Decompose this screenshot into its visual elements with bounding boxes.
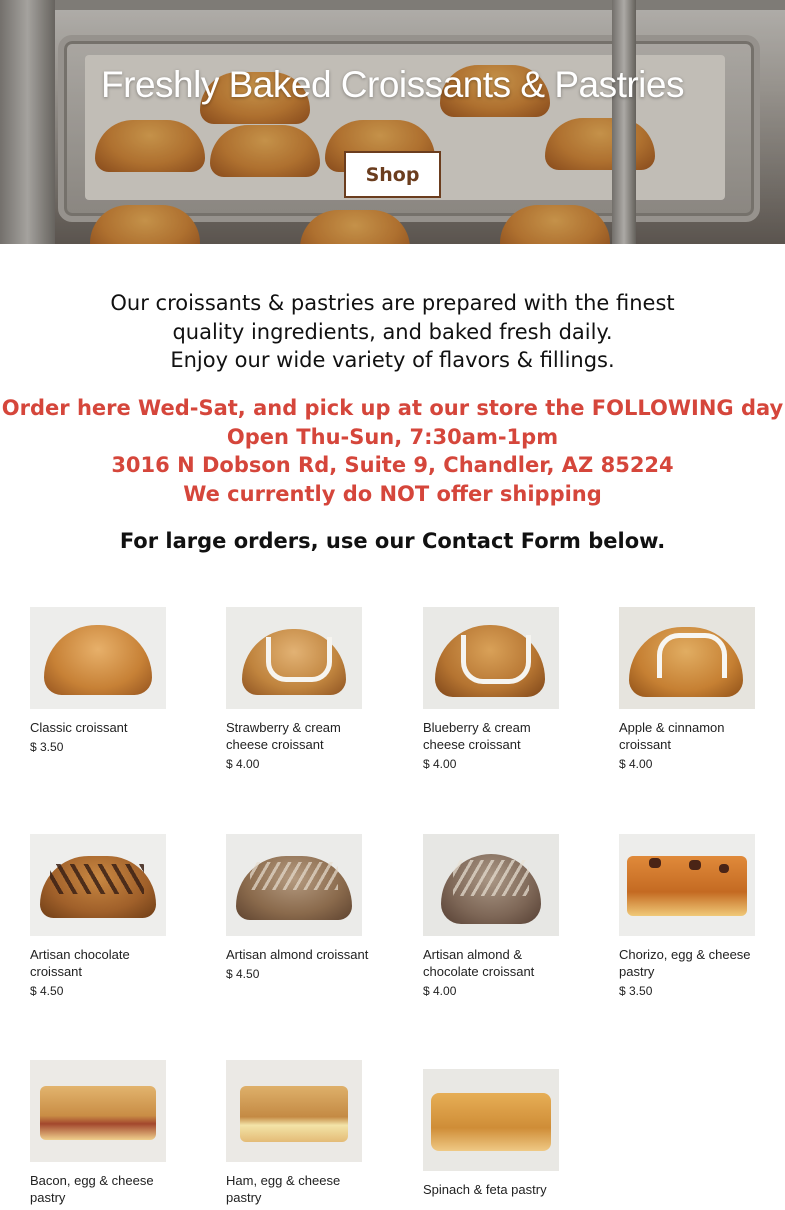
product-image[interactable] <box>226 607 362 709</box>
product-image[interactable] <box>619 607 755 709</box>
product-name[interactable]: Ham, egg & cheese pastry <box>226 1173 341 1205</box>
hero-banner <box>0 0 785 244</box>
product-card[interactable] <box>619 607 764 771</box>
product-image[interactable] <box>30 1060 166 1162</box>
intro-line-3: Enjoy our wide variety of flavors & fillings. <box>170 348 615 372</box>
product-image[interactable] <box>30 607 166 709</box>
product-name[interactable]: Blueberry & cream cheese croissant <box>423 720 531 752</box>
product-price: $ 4.00 <box>423 757 457 771</box>
product-card[interactable] <box>30 834 175 998</box>
product-image[interactable] <box>619 834 755 936</box>
product-name[interactable]: Artisan almond croissant <box>226 947 369 962</box>
product-image[interactable] <box>30 834 166 936</box>
product-image[interactable] <box>226 1060 362 1162</box>
product-name[interactable]: Artisan almond & chocolate croissant <box>423 947 535 979</box>
product-card[interactable] <box>30 607 175 754</box>
product-card[interactable] <box>423 1069 568 1202</box>
product-name[interactable]: Apple & cinnamon croissant <box>619 720 725 752</box>
product-image[interactable] <box>423 834 559 936</box>
product-name[interactable]: Artisan chocolate croissant <box>30 947 130 979</box>
product-price: $ 3.50 <box>619 984 653 998</box>
order-notice <box>0 394 785 508</box>
intro-line-1: Our croissants & pastries are prepared with the finest <box>110 291 675 315</box>
product-card[interactable] <box>423 607 568 771</box>
product-name[interactable]: Strawberry & cream cheese croissant <box>226 720 341 752</box>
large-orders-note: For large orders, use our Contact Form below. <box>119 529 666 553</box>
hero-title: Freshly Baked Croissants & Pastries <box>101 64 684 105</box>
product-image[interactable] <box>423 607 559 709</box>
intro-text <box>0 289 785 375</box>
product-price: $ 4.00 <box>423 984 457 998</box>
product-price: $ 4.00 <box>226 757 260 771</box>
product-card[interactable] <box>423 834 568 998</box>
product-card[interactable] <box>30 1060 175 1210</box>
product-card[interactable] <box>226 1060 371 1210</box>
intro-line-2: quality ingredients, and baked fresh daily. <box>172 319 613 344</box>
product-card[interactable] <box>226 607 371 771</box>
notice-shipping: We currently do NOT offer shipping <box>183 481 602 506</box>
product-name[interactable]: Spinach & feta pastry <box>423 1182 547 1197</box>
hero-overlay <box>0 0 785 244</box>
product-name[interactable]: Bacon, egg & cheese pastry <box>30 1173 154 1205</box>
product-price: $ 4.50 <box>30 984 64 998</box>
product-image[interactable] <box>423 1069 559 1171</box>
notice-hours: Open Thu-Sun, 7:30am-1pm <box>226 424 559 449</box>
product-card[interactable] <box>619 834 764 998</box>
product-image[interactable] <box>226 834 362 936</box>
shop-button[interactable]: Shop <box>344 151 441 198</box>
product-price: $ 4.50 <box>226 967 260 981</box>
product-price: $ 3.50 <box>30 740 64 754</box>
notice-order-days: Order here Wed-Sat, and pick up at our store the FOLLOWING day <box>1 396 784 420</box>
notice-address: 3016 N Dobson Rd, Suite 9, Chandler, AZ 85224 <box>111 453 674 478</box>
product-name[interactable]: Chorizo, egg & cheese pastry <box>619 947 751 979</box>
product-name[interactable]: Classic croissant <box>30 720 128 735</box>
product-card[interactable] <box>226 834 371 981</box>
product-price: $ 4.00 <box>619 757 653 771</box>
